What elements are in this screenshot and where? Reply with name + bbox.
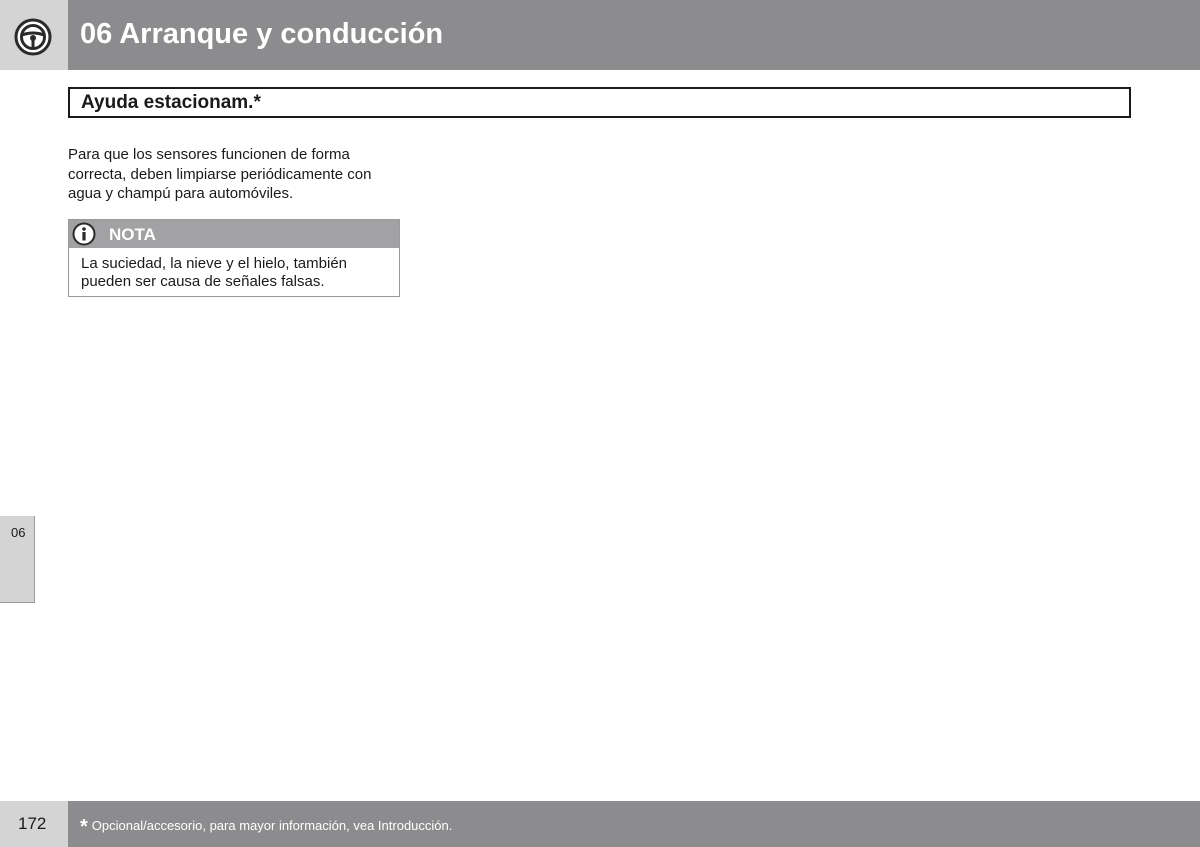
footer-note-text: Opcional/accesorio, para mayor información, vea Introducción.: [91, 818, 453, 833]
note-box: [68, 219, 400, 297]
note-label: NOTA: [109, 225, 156, 244]
footer-star: *: [80, 816, 88, 838]
info-icon: [72, 222, 96, 246]
side-tab-label: 06: [11, 525, 26, 540]
section-title-box: [68, 87, 1131, 118]
body-paragraph: Para que los sensores funcionen de forma correcta, deben limpiarse periódicamente con agua y champú para automóviles.: [68, 146, 372, 202]
chapter-side-tab: [0, 516, 35, 603]
note-text: La suciedad, la nieve y el hielo, también pueden ser causa de señales falsas.: [81, 255, 348, 290]
footer-bar: [68, 801, 1200, 847]
footer-note: [80, 816, 452, 839]
header-bar: [68, 0, 1200, 70]
header-icon-box: [0, 0, 68, 70]
footer-page-box: [0, 801, 68, 847]
steering-wheel-icon: [14, 18, 52, 56]
chapter-title: 06 Arranque y conducción: [80, 18, 444, 50]
note-header: [69, 220, 399, 248]
page-number: 172: [18, 814, 47, 833]
section-title: Ayuda estacionam.*: [81, 92, 261, 113]
